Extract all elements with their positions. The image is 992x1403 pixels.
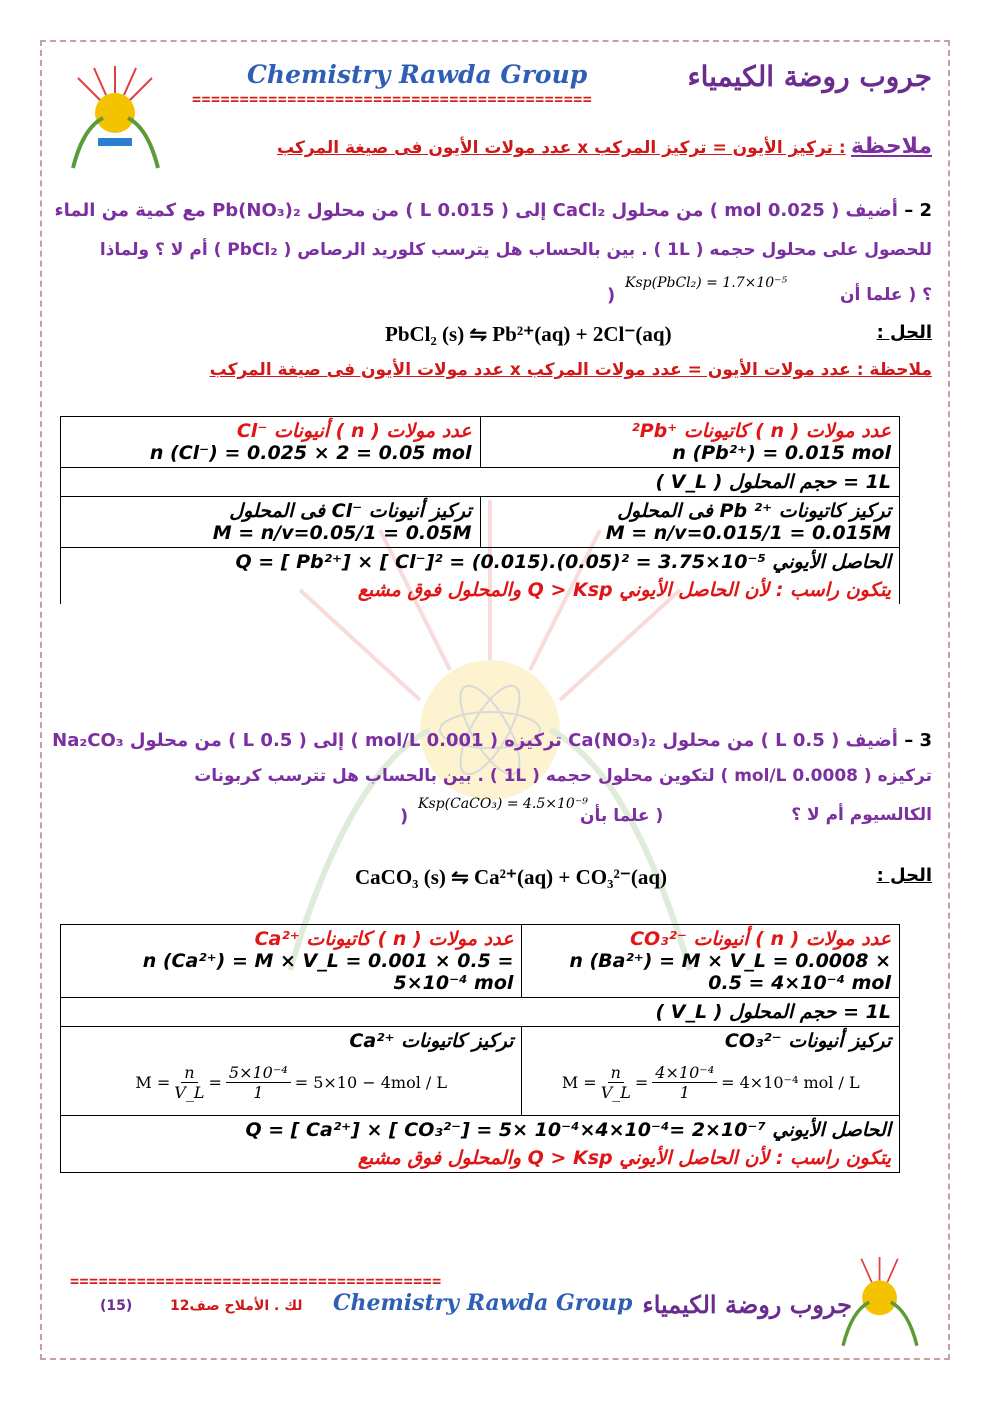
q3-bracket: ) [400,806,409,827]
q2-pb-moles: n (Pb²⁺) = 0.015 mol [672,442,891,464]
table-row [61,548,900,605]
top-note [277,134,932,159]
q2-pb-moles-cell: عدد مولات ( n ) كاتيونات ⁺²Pb n (Pb²⁺) = 0.015 mol [480,417,900,468]
table-row [61,998,900,1027]
q2-cl-conc-cell: تركيز أنيونات ⁻Cl فى المحلول M = n/v=0.05/1 = 0.05M [61,497,481,548]
table-row [61,1116,900,1173]
q2-ionic-product: Q = [ Pb²⁺] × [ Cl⁻]² = (0.015).(0.05)² = 3.75×10⁻⁵ الحاصل الأيوني يتكون راسب : لأن الحاصل الأيوني Q > Ksp والمحلول فوق مشبع [61,548,900,605]
q3-line2: تركيزه ( 0.0008 mol/L ) لتكوين محلول حجمه ( 1L ) . بين بالحساب هل تترسب كربونات [194,766,932,786]
table-row [61,417,900,468]
q3-line1: 3 – أضيف ( 0.5 L ) من محلول Ca(NO₃)₂ تركيزه ( 0.001 mol/L ) إلى ( 0.5 L ) من محلول Na₂CO₃ [52,730,932,751]
q3-ca-moles: n (Ca²⁺) = M × V_L = 0.001 × 0.5 = 5×10⁻⁴ mol [142,950,514,994]
header-brand-english: Chemistry Rawda Group [247,60,588,89]
q2-pb-conc-cell: تركيز كاتيونات ⁺² Pb فى المحلول M = n/v=0.015/1 = 0.015M [480,497,900,548]
q2-bracket: ) [607,285,616,306]
q2-number: 2 – [904,200,932,221]
q2-table [60,416,900,604]
q2-ksp: Ksp(PbCl₂) = 1.7×10⁻⁵ [625,275,788,291]
q2-line1: 2 – أضيف ( 0.025 mol ) من محلول CaCl₂ إلى ( 0.015 L ) من محلول Pb(NO₃)₂ مع كمية من الماء [54,200,932,221]
q2-pb-conc: M = n/v=0.015/1 = 0.015M [605,522,891,544]
q2-cl-moles: n (Cl⁻) = 0.025 × 2 = 0.05 mol [149,442,472,464]
table-row [61,497,900,548]
q2-conclusion: يتكون راسب : لأن الحاصل الأيوني Q > Ksp والمحلول فوق مشبع [357,579,891,601]
q3-table [60,924,900,1173]
footer-separator: ======================================= [70,1272,442,1290]
footer-subject: لك . الأملاح صف12 [170,1298,303,1314]
q2-volume-cell: 1L = حجم المحلول ( V_L ) [61,468,900,497]
q3-volume-cell: 1L = حجم المحلول ( V_L ) [61,998,900,1027]
table-row [61,925,900,998]
q2-line3: ؟ ( علما أن [839,285,932,305]
header-separator: ========================================== [192,90,593,108]
note-label: ملاحظة [851,134,932,159]
footer-brand-arabic: جروب روضة الكيمياء [642,1290,852,1319]
q2-cl-conc: M = n/v=0.05/1 = 0.05M [212,522,472,544]
q3-co3-conc-formula: M = $\frac{n}{V\_L}$ = $\frac{\text{4×10⁻⁴}}{1}$ = 4×10⁻⁴ mol / L [561,1062,860,1102]
q3-co3-moles-cell: عدد مولات ( n ) أنيونات ⁻CO₃² n (Ba²⁺) = M × V_L = 0.0008 × 0.5 = 4×10⁻⁴ mol [522,925,900,998]
header-brand-arabic: جروب روضة الكيمياء [687,60,932,93]
q2-note: ملاحظة : عدد مولات الأيون = عدد مولات المركب x عدد مولات الأيون فى صيغة المركب [209,360,932,380]
q2-cl-moles-cell: عدد مولات ( n ) أنيونات ⁻Cl n (Cl⁻) = 0.025 × 2 = 0.05 mol [61,417,481,468]
table-row [61,468,900,497]
q3-ca-moles-cell: عدد مولات ( n ) كاتيونات ⁺Ca² n (Ca²⁺) = M × V_L = 0.001 × 0.5 = 5×10⁻⁴ mol [61,925,522,998]
q3-ionic-product: Q = [ Ca²⁺] × [ CO₃²⁻] = 5× 10⁻⁴×4×10⁻⁴= 2×10⁻⁷ الحاصل الأيوني يتكون راسب : لأن الحاصل الأيوني Q > Ksp والمحلول فوق مشبع [61,1116,900,1173]
q3-reaction: CaCO₃ (s) ⇋ Ca²⁺(aq) + CO₃²⁻(aq) [355,865,667,889]
q2-line2: للحصول على محلول حجمه ( 1L ) . بين بالحساب هل يترسب كلوريد الرصاص ( PbCl₂ ) أم لا ؟ ولماذا [99,240,932,260]
q3-ksp: Ksp(CaCO₃) = 4.5×10⁻⁹ [418,796,588,812]
footer-brand-english: Chemistry Rawda Group [333,1290,633,1316]
logo-icon [58,58,173,173]
q3-solution-label: الحل : [876,865,932,886]
q3-line3: الكالسيوم أم لا ؟ [791,805,932,825]
note-text: : تركيز الأيون = تركيز المركب x عدد مولات الأيون فى صيغة المركب [276,138,846,158]
page-number: (15) [100,1298,133,1314]
q3-co3-moles: n (Ba²⁺) = M × V_L = 0.0008 × 0.5 = 4×10⁻⁴ mol [569,950,891,994]
q2-reaction: PbCl₂ (s) ⇋ Pb²⁺(aq) + 2Cl⁻(aq) [385,322,672,346]
q3-ksp-intro: ( علما بأن [580,806,664,826]
q3-co3-conc-cell: تركيز أنيونات ⁻CO₃² M = $\frac{n}{V\_L}$ = $\frac{\text{4×10⁻⁴}}{1}$ = 4×10⁻⁴ mol / L [522,1027,900,1116]
q3-conclusion: يتكون راسب : لأن الحاصل الأيوني Q > Ksp والمحلول فوق مشبع [357,1147,891,1169]
q3-number: 3 – [904,730,932,751]
table-row [61,1027,900,1116]
q2-solution-label: الحل : [876,322,932,343]
q3-ca-conc-cell: تركيز كاتيونات ⁺Ca² M = $\frac{n}{V\_L}$ = $\frac{\text{5×10⁻⁴}}{1}$ = 5×10 − 4mol / L [61,1027,522,1116]
q3-ca-conc-formula: M = $\frac{n}{V\_L}$ = $\frac{\text{5×10⁻⁴}}{1}$ = 5×10 − 4mol / L [135,1062,448,1102]
